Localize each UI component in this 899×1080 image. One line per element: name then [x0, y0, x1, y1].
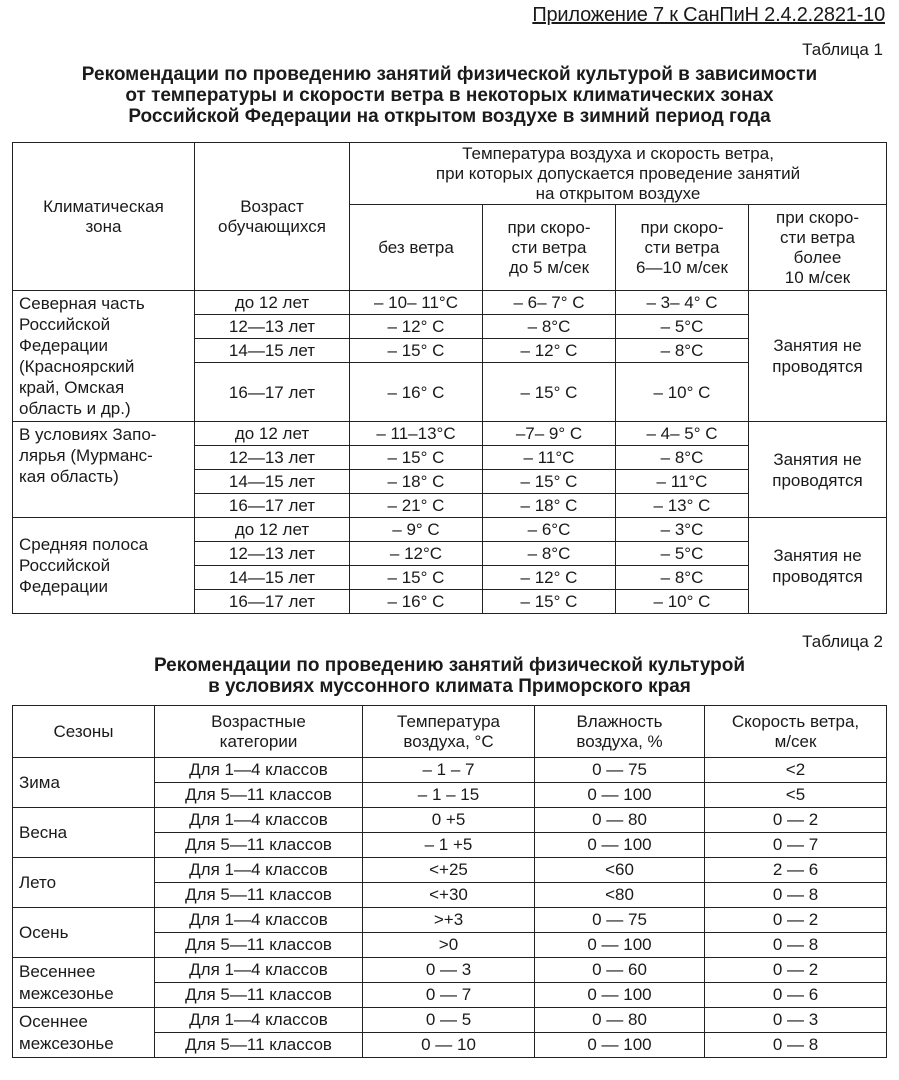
zone-central: Средняя полоса Российской Федерации [13, 518, 195, 614]
note-cell: Занятия не проводятся [749, 422, 887, 518]
category-cell: Для 5—11 классов [155, 983, 363, 1008]
category-cell: Для 1—4 классов [155, 808, 363, 833]
season-spring-transition: Весеннее межсезонье [13, 958, 155, 1008]
temp-cell: 0 — 5 [363, 1008, 535, 1033]
temp-cell: – 12° С [483, 339, 616, 363]
temp-cell: <+30 [363, 883, 535, 908]
temp-cell: – 8°С [483, 542, 616, 566]
header-age: Возраст обучающихся [195, 143, 350, 291]
temp-cell: – 1 – 7 [363, 758, 535, 783]
temp-cell: – 11°С [616, 470, 749, 494]
age-cell: 16—17 лет [195, 590, 350, 614]
temp-cell: – 8°С [616, 339, 749, 363]
table-row [13, 908, 887, 933]
age-cell: до 12 лет [195, 518, 350, 542]
temp-cell: – 10– 11°С [350, 291, 483, 315]
temp-cell: – 16° С [350, 363, 483, 422]
season-summer: Лето [13, 858, 155, 908]
note-cell: Занятия не проводятся [749, 291, 887, 422]
temp-cell: – 15° С [483, 470, 616, 494]
temp-cell: – 11–13°С [350, 422, 483, 446]
temp-cell: – 12° С [350, 315, 483, 339]
wind-cell: 0 — 6 [705, 983, 887, 1008]
temp-cell: – 12°С [350, 542, 483, 566]
title-line: в условиях муссонного климата Приморского края [208, 676, 691, 697]
humidity-cell: 0 — 100 [535, 1033, 705, 1058]
age-cell: 12—13 лет [195, 542, 350, 566]
table2-header [13, 706, 887, 758]
temp-cell: 0 — 3 [363, 958, 535, 983]
age-cell: 12—13 лет [195, 446, 350, 470]
category-cell: Для 5—11 классов [155, 783, 363, 808]
table-row [13, 422, 887, 446]
temp-cell: 0 — 7 [363, 983, 535, 1008]
header-wind-6-10: при скоро- сти ветра 6—10 м/сек [616, 205, 749, 291]
humidity-cell: 0 — 100 [535, 783, 705, 808]
temp-cell: – 6– 7° С [483, 291, 616, 315]
category-cell: Для 1—4 классов [155, 758, 363, 783]
wind-cell: 2 — 6 [705, 858, 887, 883]
wind-cell: 0 — 2 [705, 908, 887, 933]
category-cell: Для 5—11 классов [155, 883, 363, 908]
wind-cell: 0 — 8 [705, 1033, 887, 1058]
age-cell: до 12 лет [195, 422, 350, 446]
humidity-cell: <60 [535, 858, 705, 883]
temp-cell: 0 +5 [363, 808, 535, 833]
appendix-reference: Приложение 7 к СанПиН 2.4.2.2821-10 [532, 4, 885, 26]
table2-title [0, 655, 899, 697]
winter-recommendations-table [12, 142, 887, 614]
age-cell: 16—17 лет [195, 363, 350, 422]
temp-cell: – 9° С [350, 518, 483, 542]
temp-cell: – 15° С [350, 339, 483, 363]
table-row [13, 291, 887, 315]
note-cell: Занятия не проводятся [749, 518, 887, 614]
table-row [13, 958, 887, 983]
temp-cell: – 16° С [350, 590, 483, 614]
humidity-cell: 0 — 80 [535, 808, 705, 833]
age-cell: 14—15 лет [195, 339, 350, 363]
temp-cell: – 15° С [483, 590, 616, 614]
temp-cell: – 10° С [616, 363, 749, 422]
wind-cell: 0 — 2 [705, 808, 887, 833]
wind-cell: 0 — 3 [705, 1008, 887, 1033]
temp-cell: – 18° С [350, 470, 483, 494]
season-winter: Зима [13, 758, 155, 808]
humidity-cell: 0 — 80 [535, 1008, 705, 1033]
header-wind-speed: Скорость ветра, м/сек [705, 706, 887, 758]
season-autumn: Осень [13, 908, 155, 958]
table-row [13, 758, 887, 783]
humidity-cell: 0 — 100 [535, 983, 705, 1008]
category-cell: Для 5—11 классов [155, 833, 363, 858]
wind-cell: <2 [705, 758, 887, 783]
zone-arctic: В условиях Запо- лярья (Мурманс- кая область) [13, 422, 195, 518]
header-climate-zone: Климатическая зона [13, 143, 195, 291]
zone-north: Северная часть Российской Федерации (Красноярский край, Омская область и др.) [13, 291, 195, 422]
temp-cell: – 15° С [483, 363, 616, 422]
humidity-cell: 0 — 75 [535, 908, 705, 933]
humidity-cell: 0 — 100 [535, 933, 705, 958]
table1-header [13, 143, 887, 291]
header-seasons: Сезоны [13, 706, 155, 758]
temp-cell: – 12° С [483, 566, 616, 590]
age-cell: 12—13 лет [195, 315, 350, 339]
humidity-cell: <80 [535, 883, 705, 908]
title-line: Рекомендации по проведению занятий физической культурой [153, 655, 746, 676]
temp-cell: – 5°С [616, 542, 749, 566]
title-line: Рекомендации по проведению занятий физической культурой в зависимости [81, 64, 818, 85]
header-conditions-group: Температура воздуха и скорость ветра, при которых допускается проведение занятий на открытом воздухе [350, 143, 887, 205]
age-cell: 14—15 лет [195, 566, 350, 590]
temp-cell: >+3 [363, 908, 535, 933]
table2-label: Таблица 2 [802, 632, 883, 651]
temp-cell: –7– 9° С [483, 422, 616, 446]
temp-cell: – 1 – 15 [363, 783, 535, 808]
header-humidity: Влажность воздуха, % [535, 706, 705, 758]
wind-cell: 0 — 8 [705, 883, 887, 908]
header-air-temperature: Температура воздуха, °С [363, 706, 535, 758]
age-cell: 14—15 лет [195, 470, 350, 494]
temp-cell: – 8°С [616, 566, 749, 590]
table-row [13, 1008, 887, 1033]
header-age-categories: Возрастные категории [155, 706, 363, 758]
monsoon-recommendations-table [12, 705, 887, 1058]
temp-cell: <+25 [363, 858, 535, 883]
header-wind-up-to-5: при скоро- сти ветра до 5 м/сек [483, 205, 616, 291]
temp-cell: 0 — 10 [363, 1033, 535, 1058]
temp-cell: – 3°С [616, 518, 749, 542]
age-cell: 16—17 лет [195, 494, 350, 518]
temp-cell: – 13° С [616, 494, 749, 518]
category-cell: Для 1—4 классов [155, 858, 363, 883]
age-cell: до 12 лет [195, 291, 350, 315]
table-row [13, 858, 887, 883]
temp-cell: – 10° С [616, 590, 749, 614]
table1-label: Таблица 1 [802, 40, 883, 59]
temp-cell: – 18° С [483, 494, 616, 518]
temp-cell: – 21° С [350, 494, 483, 518]
humidity-cell: 0 — 75 [535, 758, 705, 783]
temp-cell: – 3– 4° С [616, 291, 749, 315]
temp-cell: – 15° С [350, 566, 483, 590]
humidity-cell: 0 — 100 [535, 833, 705, 858]
table1-title [0, 64, 899, 127]
temp-cell: – 1 +5 [363, 833, 535, 858]
table-row [13, 518, 887, 542]
wind-cell: 0 — 7 [705, 833, 887, 858]
table-row [13, 808, 887, 833]
season-spring: Весна [13, 808, 155, 858]
humidity-cell: 0 — 60 [535, 958, 705, 983]
category-cell: Для 5—11 классов [155, 933, 363, 958]
temp-cell: – 6°С [483, 518, 616, 542]
title-line: Российской Федерации на открытом воздухе в зимний период года [128, 106, 771, 127]
season-autumn-transition: Осеннее межсезонье [13, 1008, 155, 1058]
category-cell: Для 1—4 классов [155, 958, 363, 983]
header-wind-over-10: при скоро- сти ветра более 10 м/сек [749, 205, 887, 291]
category-cell: Для 5—11 классов [155, 1033, 363, 1058]
temp-cell: – 15° С [350, 446, 483, 470]
temp-cell: – 8°С [483, 315, 616, 339]
wind-cell: <5 [705, 783, 887, 808]
wind-cell: 0 — 2 [705, 958, 887, 983]
title-line: от температуры и скорости ветра в некоторых климатических зонах [125, 85, 774, 106]
temp-cell: >0 [363, 933, 535, 958]
wind-cell: 0 — 8 [705, 933, 887, 958]
temp-cell: – 4– 5° С [616, 422, 749, 446]
header-no-wind: без ветра [350, 205, 483, 291]
category-cell: Для 1—4 классов [155, 908, 363, 933]
category-cell: Для 1—4 классов [155, 1008, 363, 1033]
temp-cell: – 11°С [483, 446, 616, 470]
temp-cell: – 5°С [616, 315, 749, 339]
temp-cell: – 8°С [616, 446, 749, 470]
